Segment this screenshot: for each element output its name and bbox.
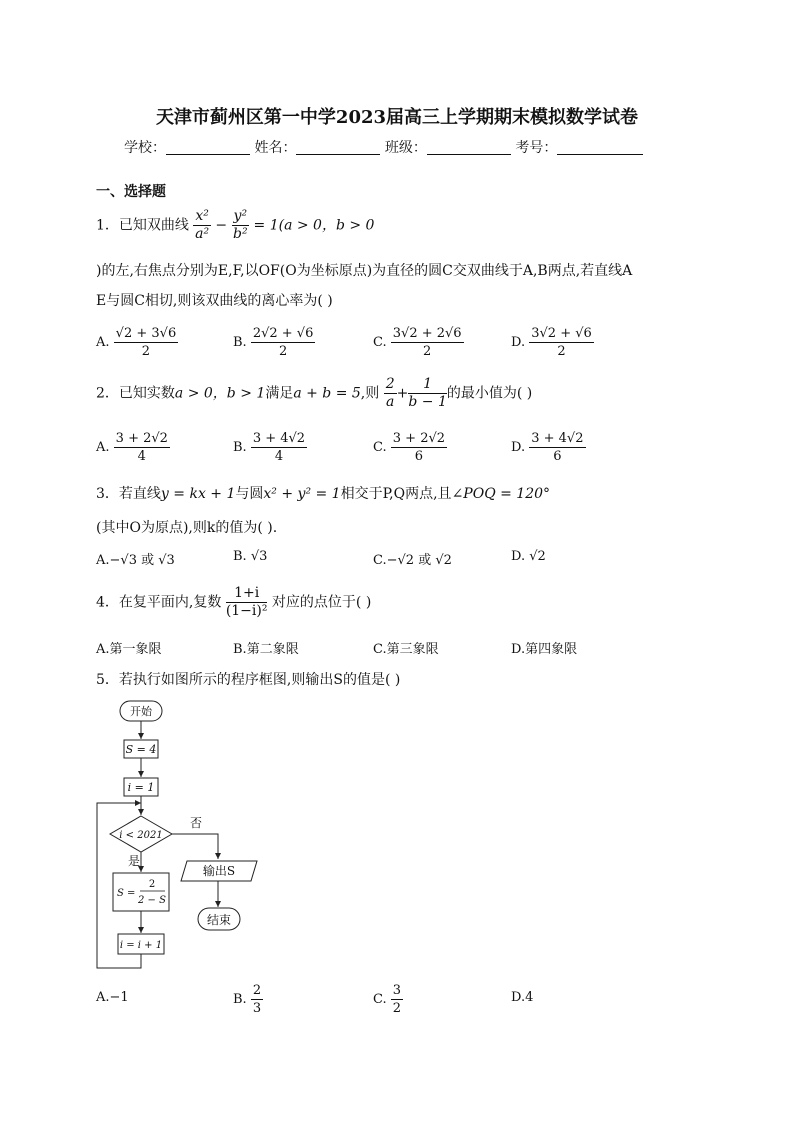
option-den: 6 bbox=[414, 449, 424, 464]
q1-prefix: 1．已知双曲线 bbox=[96, 217, 189, 234]
option-den: 2 bbox=[141, 344, 151, 359]
q1-frac-x: $\frac{\text{x²}}{\text{a²}}$ bbox=[195, 208, 210, 242]
option-den: 6 bbox=[553, 449, 562, 464]
option-num: 3 + 4√2 bbox=[531, 431, 584, 446]
option-label: D. bbox=[511, 440, 526, 455]
option-label: A. bbox=[96, 990, 110, 1005]
option-num: 2√2 + √6 bbox=[252, 326, 314, 341]
q3-angle: ∠POQ = 120° bbox=[451, 486, 551, 502]
flow-end-text: 结束 bbox=[206, 913, 232, 927]
option-text: −√2 或 √2 bbox=[386, 553, 452, 568]
option-num: 3 + 2√2 bbox=[392, 431, 446, 446]
q2-frac-1: $\frac{2}{a}$ bbox=[385, 376, 395, 410]
option-den: 3 bbox=[252, 1001, 262, 1016]
q2-option-a[interactable] bbox=[96, 430, 170, 465]
number-label: 考号： bbox=[515, 140, 558, 156]
option-label: D. bbox=[511, 990, 526, 1005]
q2-option-b[interactable] bbox=[233, 430, 307, 465]
option-text: √2 bbox=[529, 549, 546, 564]
flow-assign-den: 2 − S bbox=[138, 895, 166, 906]
flow-yes-label: 是 bbox=[128, 854, 141, 868]
option-num: 2 bbox=[252, 983, 262, 998]
q3-line-eq: y = kx + 1 bbox=[160, 486, 236, 502]
q1-condition: = 1(a > 0，b > 0 bbox=[253, 217, 375, 234]
option-num: 3 bbox=[392, 983, 402, 998]
option-label: D. bbox=[511, 549, 526, 564]
q3-option-d[interactable] bbox=[511, 549, 546, 564]
option-label: B. bbox=[233, 440, 247, 455]
option-label: B. bbox=[233, 549, 247, 564]
q3-option-b[interactable] bbox=[233, 549, 267, 564]
q3-line2: (其中O为原点),则k的值为( ). bbox=[96, 520, 278, 536]
q4-option-b[interactable] bbox=[233, 638, 299, 657]
q4-option-a[interactable] bbox=[96, 638, 162, 657]
name-label: 姓名： bbox=[254, 140, 297, 156]
q4-option-c[interactable] bbox=[373, 638, 439, 657]
q4-fraction bbox=[226, 585, 268, 620]
question-2: 2．已知实数a > 0，b > 1满足a + b = 5,则 $\frac{2}{a}$ + $\frac{1}{b - 1}$ 的最小值为( ) bbox=[96, 376, 533, 410]
option-num: 3√2 + 2√6 bbox=[392, 326, 462, 341]
name-blank[interactable] bbox=[296, 140, 380, 155]
q2-mid2: ,则 bbox=[360, 385, 380, 402]
student-info-line bbox=[124, 137, 643, 157]
q5-option-b[interactable] bbox=[233, 982, 263, 1017]
flow-init-s-text: S = 4 bbox=[125, 743, 157, 756]
option-den: 4 bbox=[274, 449, 284, 464]
question-3 bbox=[96, 483, 550, 503]
option-text: −√3 或 √3 bbox=[109, 553, 175, 568]
q1-option-a[interactable] bbox=[96, 325, 178, 360]
option-text: 第二象限 bbox=[246, 642, 299, 657]
q2-prefix: 2．已知实数 bbox=[96, 385, 175, 402]
option-label: C. bbox=[373, 440, 387, 455]
page-title: 天津市蓟州区第一中学2023届高三上学期期末模拟数学试卷 bbox=[155, 107, 639, 128]
option-label: C. bbox=[373, 335, 387, 350]
option-label: C. bbox=[373, 642, 387, 657]
q1-option-d[interactable] bbox=[511, 325, 594, 360]
q3-mid2: 相交于P,Q两点,且 bbox=[340, 486, 452, 502]
q4-suffix: 对应的点位于( ) bbox=[271, 594, 372, 611]
flow-cond-text: i < 2021 bbox=[119, 830, 163, 841]
class-label: 班级： bbox=[384, 140, 427, 156]
q2-condition2: a + b = 5 bbox=[293, 385, 361, 402]
option-num: √2 + 3√6 bbox=[115, 326, 177, 341]
option-num: 3√2 + √6 bbox=[531, 326, 592, 341]
q4-den: (1−i)² bbox=[225, 603, 268, 619]
q4-prefix: 4．在复平面内,复数 bbox=[96, 594, 222, 611]
flow-start-text: 开始 bbox=[130, 705, 152, 718]
option-text: 第一象限 bbox=[109, 642, 162, 657]
q1-line2: )的左,右焦点分别为E,F,以OF(O为坐标原点)为直径的圆C交双曲线于A,B两点,若直线A bbox=[96, 263, 633, 279]
flowchart bbox=[90, 695, 270, 975]
q2-mid: 满足 bbox=[265, 385, 294, 402]
option-num: 3 + 4√2 bbox=[252, 431, 306, 446]
q3-option-c[interactable] bbox=[373, 549, 452, 568]
flow-assign-num: 2 bbox=[148, 879, 156, 890]
option-den: 4 bbox=[137, 449, 146, 464]
option-label: B. bbox=[233, 992, 247, 1007]
option-label: D. bbox=[511, 642, 526, 657]
q1-line3: E与圆C相切,则该双曲线的离心率为( ) bbox=[96, 293, 333, 309]
q3-circle-eq: x² + y² = 1 bbox=[263, 486, 341, 502]
option-label: D. bbox=[511, 335, 526, 350]
option-den: 2 bbox=[423, 344, 432, 359]
q1-option-c[interactable] bbox=[373, 325, 464, 360]
option-num: 3 + 2√2 bbox=[115, 431, 168, 446]
option-text: 第四象限 bbox=[525, 642, 578, 657]
option-label: A. bbox=[96, 642, 110, 657]
q2-option-d[interactable] bbox=[511, 430, 586, 465]
q4-option-d[interactable] bbox=[511, 638, 577, 657]
q3-prefix: 3．若直线 bbox=[96, 486, 161, 502]
option-den: 2 bbox=[557, 344, 566, 359]
question-5: 5．若执行如图所示的程序框图,则输出S的值是( ) bbox=[96, 672, 401, 688]
option-label: A. bbox=[96, 335, 110, 350]
option-label: B. bbox=[233, 335, 247, 350]
flow-init-i-text: i = 1 bbox=[127, 781, 155, 794]
q3-option-a[interactable] bbox=[96, 549, 175, 568]
option-label: B. bbox=[233, 642, 247, 657]
option-text: 第三象限 bbox=[386, 642, 439, 657]
option-den: 2 bbox=[392, 1001, 402, 1016]
class-blank[interactable] bbox=[427, 140, 511, 155]
option-text: √3 bbox=[250, 549, 268, 564]
q2-frac-2: $\frac{1}{b - 1}$ bbox=[408, 376, 447, 410]
flow-no-label: 否 bbox=[190, 816, 203, 830]
option-text: 4 bbox=[525, 990, 534, 1005]
option-label: C. bbox=[373, 992, 387, 1007]
q5-option-d[interactable] bbox=[511, 990, 533, 1005]
question-1: 1．已知双曲线 $\frac{\text{x²}}{\text{a²}}$ − $\frac{\text{y²}}{\text{b²}}$ = 1(a > 0，b > 0 bbox=[96, 208, 375, 242]
q5-option-a[interactable] bbox=[96, 990, 129, 1005]
flow-assign-lhs: S = bbox=[117, 888, 136, 899]
q5-option-c[interactable] bbox=[373, 982, 403, 1017]
option-text: −1 bbox=[109, 990, 129, 1005]
q2-suffix: 的最小值为( ) bbox=[446, 385, 533, 402]
section-title: 一、选择题 bbox=[96, 184, 166, 200]
option-den: 2 bbox=[278, 344, 288, 359]
option-label: C. bbox=[373, 553, 387, 568]
flow-incr-text: i = i + 1 bbox=[119, 940, 163, 951]
flow-output-text: 输出S bbox=[202, 864, 236, 878]
q2-option-c[interactable] bbox=[373, 430, 447, 465]
school-blank[interactable] bbox=[166, 140, 250, 155]
option-label: A. bbox=[96, 440, 110, 455]
q2-condition: a > 0，b > 1 bbox=[174, 385, 266, 402]
number-blank[interactable] bbox=[557, 140, 643, 155]
option-label: A. bbox=[96, 553, 110, 568]
q1-option-b[interactable] bbox=[233, 325, 315, 360]
q1-frac-y: $\frac{\text{y²}}{\text{b²}}$ bbox=[233, 208, 248, 242]
question-4 bbox=[96, 585, 371, 620]
q4-num: 1+i bbox=[226, 585, 268, 603]
q3-mid: 与圆 bbox=[235, 486, 264, 502]
school-label: 学校： bbox=[124, 140, 166, 156]
